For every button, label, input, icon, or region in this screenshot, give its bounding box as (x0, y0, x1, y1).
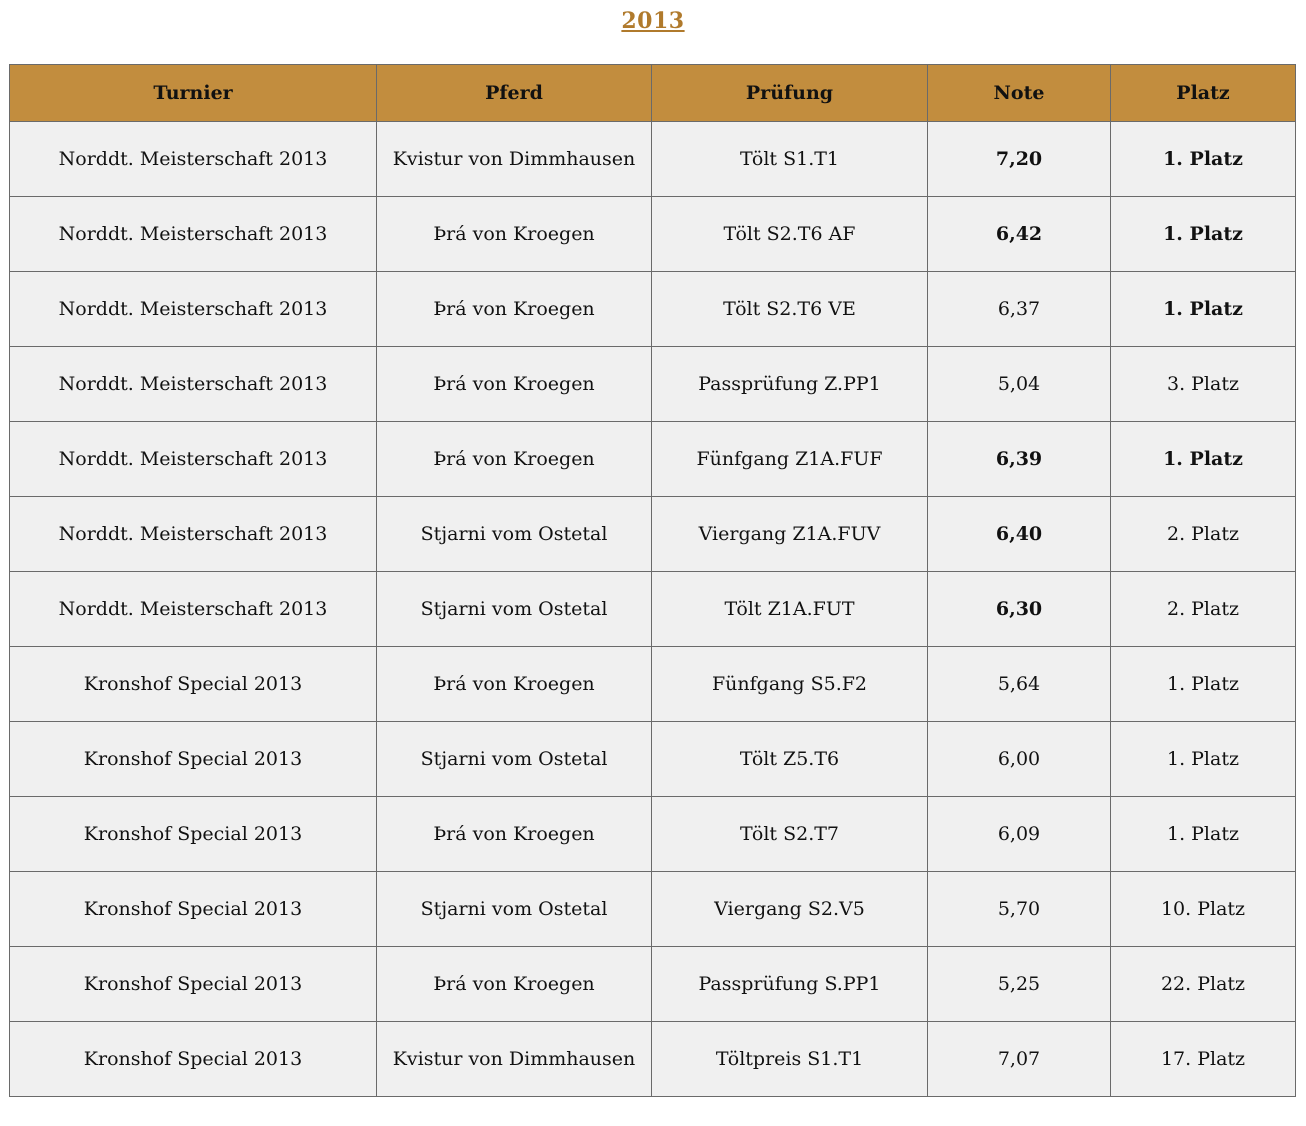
cell-pruefung: Passprüfung Z.PP1 (652, 347, 928, 422)
cell-note: 6,09 (928, 797, 1111, 872)
cell-note: 6,37 (928, 272, 1111, 347)
cell-pferd: Þrá von Kroegen (377, 797, 652, 872)
cell-note: 6,40 (928, 497, 1111, 572)
table-row (10, 647, 1296, 722)
cell-platz: 3. Platz (1111, 347, 1296, 422)
cell-platz: 2. Platz (1111, 572, 1296, 647)
table-row (10, 122, 1296, 197)
header-platz: Platz (1111, 65, 1296, 122)
cell-turnier: Norddt. Meisterschaft 2013 (10, 122, 377, 197)
table-row (10, 497, 1296, 572)
results-table (9, 64, 1296, 1097)
cell-platz: 1. Platz (1111, 797, 1296, 872)
cell-turnier: Kronshof Special 2013 (10, 872, 377, 947)
header-row (10, 65, 1296, 122)
cell-pruefung: Passprüfung S.PP1 (652, 947, 928, 1022)
cell-turnier: Norddt. Meisterschaft 2013 (10, 497, 377, 572)
cell-pferd: Kvistur von Dimmhausen (377, 1022, 652, 1097)
cell-pferd: Stjarni vom Ostetal (377, 872, 652, 947)
cell-platz: 1. Platz (1111, 197, 1296, 272)
cell-pruefung: Tölt S2.T6 VE (652, 272, 928, 347)
cell-platz: 1. Platz (1111, 722, 1296, 797)
cell-pruefung: Fünfgang Z1A.FUF (652, 422, 928, 497)
cell-platz: 10. Platz (1111, 872, 1296, 947)
cell-platz: 2. Platz (1111, 497, 1296, 572)
table-row (10, 947, 1296, 1022)
cell-pferd: Stjarni vom Ostetal (377, 497, 652, 572)
cell-pferd: Þrá von Kroegen (377, 272, 652, 347)
cell-platz: 22. Platz (1111, 947, 1296, 1022)
cell-note: 5,70 (928, 872, 1111, 947)
cell-note: 5,04 (928, 347, 1111, 422)
table-row (10, 422, 1296, 497)
cell-pruefung: Fünfgang S5.F2 (652, 647, 928, 722)
cell-note: 6,00 (928, 722, 1111, 797)
cell-note: 5,64 (928, 647, 1111, 722)
table-row (10, 197, 1296, 272)
cell-turnier: Norddt. Meisterschaft 2013 (10, 422, 377, 497)
table-row (10, 572, 1296, 647)
cell-note: 7,20 (928, 122, 1111, 197)
cell-platz: 17. Platz (1111, 1022, 1296, 1097)
page-title[interactable]: 2013 (621, 8, 685, 34)
table-row (10, 272, 1296, 347)
cell-platz: 1. Platz (1111, 647, 1296, 722)
cell-note: 6,42 (928, 197, 1111, 272)
cell-turnier: Norddt. Meisterschaft 2013 (10, 197, 377, 272)
cell-turnier: Norddt. Meisterschaft 2013 (10, 272, 377, 347)
cell-platz: 1. Platz (1111, 272, 1296, 347)
table-row (10, 797, 1296, 872)
table-row (10, 722, 1296, 797)
cell-pruefung: Viergang S2.V5 (652, 872, 928, 947)
cell-turnier: Norddt. Meisterschaft 2013 (10, 347, 377, 422)
cell-pferd: Þrá von Kroegen (377, 947, 652, 1022)
cell-platz: 1. Platz (1111, 422, 1296, 497)
cell-turnier: Kronshof Special 2013 (10, 797, 377, 872)
cell-note: 6,30 (928, 572, 1111, 647)
header-note: Note (928, 65, 1111, 122)
cell-platz: 1. Platz (1111, 122, 1296, 197)
cell-pruefung: Töltpreis S1.T1 (652, 1022, 928, 1097)
header-turnier: Turnier (10, 65, 377, 122)
cell-pruefung: Tölt Z1A.FUT (652, 572, 928, 647)
table-header (10, 65, 1296, 122)
cell-turnier: Kronshof Special 2013 (10, 947, 377, 1022)
cell-turnier: Norddt. Meisterschaft 2013 (10, 572, 377, 647)
table-row (10, 1022, 1296, 1097)
cell-pferd: Þrá von Kroegen (377, 647, 652, 722)
header-pruefung: Prüfung (652, 65, 928, 122)
cell-pruefung: Tölt S2.T6 AF (652, 197, 928, 272)
cell-pferd: Þrá von Kroegen (377, 422, 652, 497)
cell-pruefung: Tölt Z5.T6 (652, 722, 928, 797)
cell-pferd: Stjarni vom Ostetal (377, 722, 652, 797)
cell-pruefung: Tölt S1.T1 (652, 122, 928, 197)
cell-pferd: Kvistur von Dimmhausen (377, 122, 652, 197)
cell-note: 5,25 (928, 947, 1111, 1022)
table-row (10, 347, 1296, 422)
cell-pruefung: Tölt S2.T7 (652, 797, 928, 872)
cell-pruefung: Viergang Z1A.FUV (652, 497, 928, 572)
cell-pferd: Stjarni vom Ostetal (377, 572, 652, 647)
header-pferd: Pferd (377, 65, 652, 122)
cell-note: 7,07 (928, 1022, 1111, 1097)
table-body (10, 122, 1296, 1097)
cell-turnier: Kronshof Special 2013 (10, 647, 377, 722)
cell-note: 6,39 (928, 422, 1111, 497)
cell-pferd: Þrá von Kroegen (377, 197, 652, 272)
cell-pferd: Þrá von Kroegen (377, 347, 652, 422)
cell-turnier: Kronshof Special 2013 (10, 722, 377, 797)
table-row (10, 872, 1296, 947)
cell-turnier: Kronshof Special 2013 (10, 1022, 377, 1097)
